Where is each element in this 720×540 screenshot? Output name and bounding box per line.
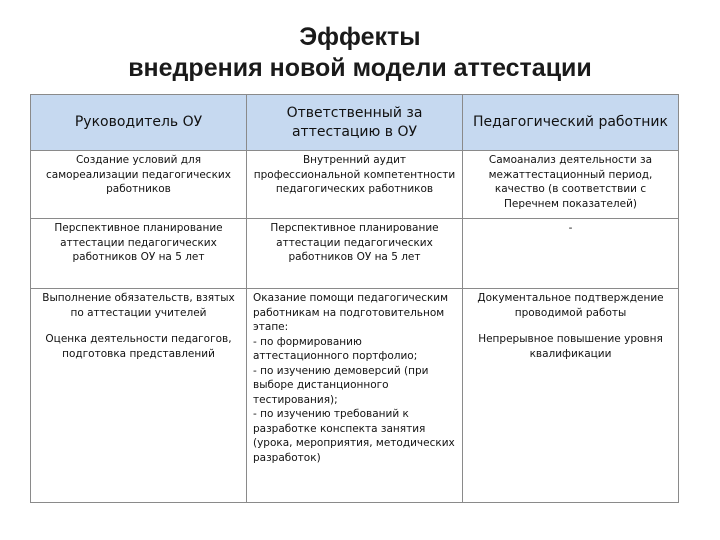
header-teacher: Педагогический работник	[463, 95, 679, 151]
title-line-2: внедрения новой модели аттестации	[128, 54, 592, 82]
list-item: - по изучению демоверсий (при выборе дистанционного тестирования);	[253, 364, 429, 406]
table-cell: Перспективное планирование аттестации педагогических работников ОУ на 5 лет	[247, 219, 463, 289]
table-cell	[463, 289, 679, 503]
table-cell	[31, 289, 247, 503]
table-row	[31, 219, 679, 289]
page-title	[0, 22, 720, 84]
table-header-row	[31, 95, 679, 151]
cell-qualification: Непрерывное повышение уровня квалификации	[478, 333, 663, 360]
list-item: - по изучению требований к разработке конспекта занятия (урока, мероприятия, методических разработок)	[253, 408, 455, 464]
effects-table	[30, 94, 679, 503]
table-cell: -	[463, 219, 679, 289]
table-cell	[247, 289, 463, 503]
table-cell: Создание условий для самореализации педагогических работников	[31, 151, 247, 219]
cell-assistance-intro: Оказание помощи педагогическим работникам на подготовительном этапе:	[253, 292, 449, 333]
table-row	[31, 151, 679, 219]
cell-obligations: Выполнение обязательств, взятых по аттестации учителей	[42, 292, 235, 319]
table-cell: Внутренний аудит профессиональной компетентности педагогических работников	[247, 151, 463, 219]
table-cell: Перспективное планирование аттестации педагогических работников ОУ на 5 лет	[31, 219, 247, 289]
header-responsible: Ответственный за аттестацию в ОУ	[247, 95, 463, 151]
header-director: Руководитель ОУ	[31, 95, 247, 151]
table-row	[31, 289, 679, 503]
list-item: - по формированию аттестационного портфолио;	[253, 335, 418, 362]
table-cell: Самоанализ деятельности за межаттестационный период, качество (в соответствии с Перечнем показателей)	[463, 151, 679, 219]
cell-documentation: Документальное подтверждение проводимой работы	[477, 292, 664, 319]
title-line-1: Эффекты	[299, 23, 421, 51]
cell-evaluation: Оценка деятельности педагогов, подготовка представлений	[45, 333, 232, 360]
